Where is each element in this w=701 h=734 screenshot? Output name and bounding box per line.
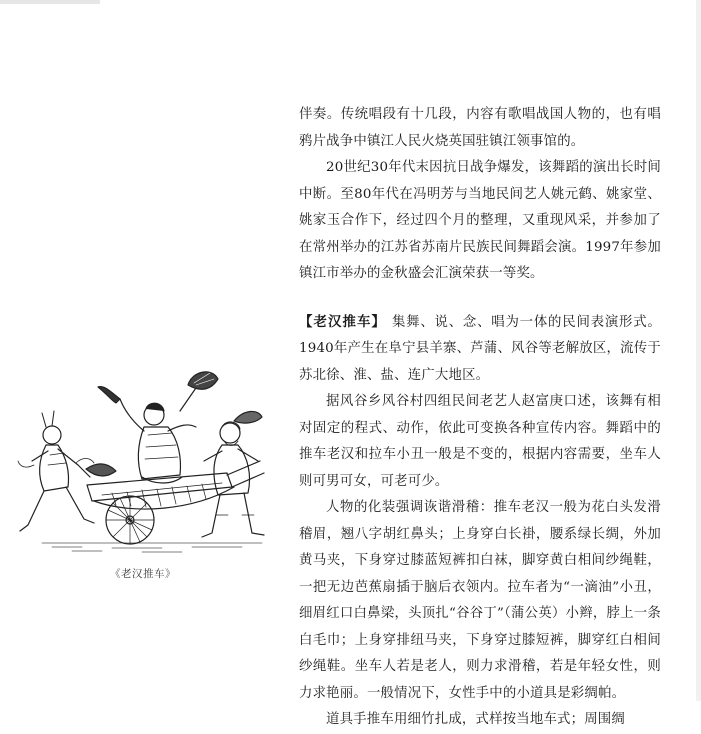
entry-intro-text: 集舞、说、念、唱为一体的民间表演形式。1940年产生在阜宁县羊寨、芦蒲、风谷等老解放区，流传于苏北徐、淮、盐、连广大地区。 [299,314,661,383]
paragraph: 20世纪30年代末因抗日战争爆发，该舞蹈的演出长时间中断。至80年代在冯明芳与当地民间艺人姚元鹤、姚家堂、姚家玉合作下，经过四个月的整理，又重现风采，并参加了在常州举办的江苏省苏南片民族民间舞蹈会演。1997年参加镇江市举办的金秋盛会汇演荣获一等奖。 [299,160,661,281]
paragraph: 据风谷乡风谷村四组民间老艺人赵富庚口述，该舞有相对固定的程式、动作，依此可变换各种宣传内容。舞蹈中的推车老汉和拉车小丑一般是不变的，根据内容需要，坐车人则可男可女，可老可少。 [299,394,661,489]
clown-puller-figure [18,411,94,531]
paragraph: 人物的化装强调诙谐滑稽：推车老汉一般为花白头发滑稽眉，翘八字胡红鼻头；上身穿白长褂，腰系绿长绸，外加黄马夹，下身穿过膝蓝短裤扣白袜，脚穿黄白相间纱绳鞋，一把无边芭蕉扇插于脑后衣领内。拉车者为“一滴油”小丑，细眉红口白鼻梁，头顶扎“谷谷丁”（蒲公英）小辫，脖上一条白毛巾；上身穿排纽马夹，下身穿过膝短裤，脚穿红白相间纱绳鞋。坐车人若是老人，则力求滑稽，若是年轻女性，则力求艳丽。一般情况下，女性手中的小道具是彩绸帕。 [299,500,661,701]
ground-hatching [42,543,262,552]
paragraph: 道具手推车用细竹扎成，式样按当地车式；周围绸 [326,712,625,727]
paragraph: 伴奏。传统唱段有十几段，内容有歌唱战国人物的，也有唱鸦片战争中镇江人民火烧英国驻镇江领事馆的。 [299,107,661,149]
entry-title: 【老汉推车】 [299,314,386,330]
figure-caption: 《老汉推车》 [110,568,176,580]
folk-dance-illustration [12,365,288,565]
scarf-icon [86,464,116,476]
scan-edge-mark [0,0,100,4]
fan-icon [180,372,218,411]
cart-icon [87,461,264,544]
section-spacer [299,288,661,310]
body-text-column [299,102,661,734]
scan-gutter-shadow [696,0,701,701]
entry-intro-paragraph [299,310,661,390]
